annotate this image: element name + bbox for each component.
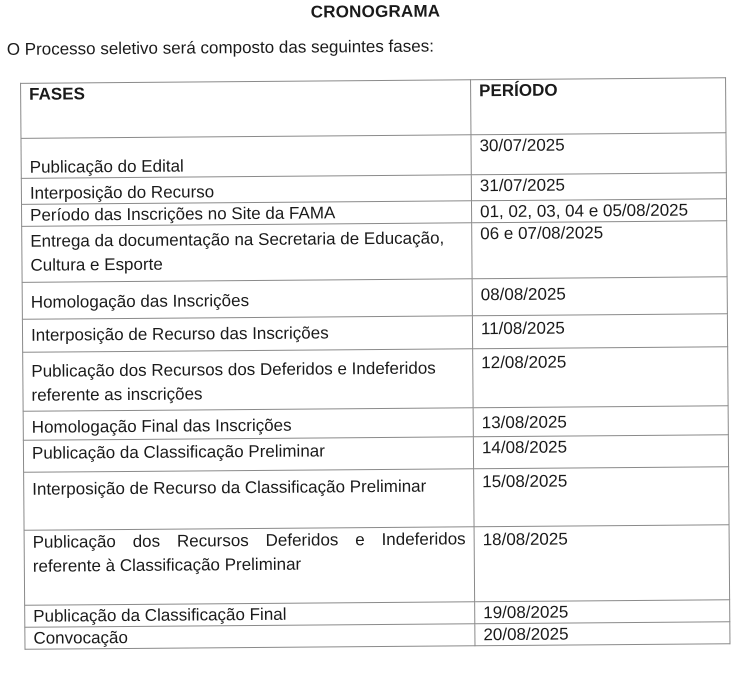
periodo-cell: 20/08/2025 (475, 622, 730, 646)
periodo-cell: 06 e 07/08/2025 (472, 221, 727, 279)
table-header-row (21, 78, 726, 139)
periodo-cell: 19/08/2025 (475, 600, 730, 624)
fase-cell: Homologação das Inscrições (22, 279, 472, 320)
intro-text: O Processo seletivo será composto das seguintes fases: (6, 36, 434, 59)
header-periodo: PERÍODO (471, 78, 726, 135)
periodo-cell: 08/08/2025 (472, 277, 727, 316)
fase-cell: Publicação dos Recursos dos Deferidos e Indeferidos referente as inscrições (23, 349, 473, 412)
page-title: CRONOGRAMA (310, 1, 441, 22)
periodo-cell: 30/07/2025 (471, 133, 726, 175)
periodo-cell: 31/07/2025 (471, 173, 726, 201)
header-fases: FASES (21, 80, 471, 139)
fase-cell: Publicação da Classificação Preliminar (23, 437, 473, 473)
fase-cell: Entrega da documentação na Secretaria de Educação, Cultura e Esporte (22, 223, 472, 283)
periodo-cell: 13/08/2025 (473, 406, 728, 437)
table-row (24, 525, 730, 606)
periodo-cell: 01, 02, 03, 04 e 05/08/2025 (471, 199, 726, 223)
fase-cell: Interposição de Recurso das Inscrições (22, 316, 472, 353)
periodo-cell: 11/08/2025 (472, 314, 727, 349)
fase-cell: Interposição de Recurso da Classificação Preliminar (24, 469, 474, 531)
table-row (23, 347, 728, 412)
fase-cell: Período das Inscrições no Site da FAMA (22, 201, 472, 227)
fase-cell: Convocação (25, 624, 475, 650)
table-row (21, 133, 726, 179)
schedule-table (20, 77, 730, 650)
fase-cell: Homologação Final das Inscrições (23, 408, 473, 441)
periodo-cell: 18/08/2025 (474, 525, 730, 602)
fase-cell: Interposição do Recurso (21, 175, 471, 205)
table-row (24, 467, 729, 531)
periodo-cell: 14/08/2025 (473, 435, 728, 469)
fase-cell: Publicação dos Recursos Deferidos e Indeferidos referente à Classificação Preliminar (24, 527, 475, 606)
fase-cell: Publicação do Edital (21, 135, 471, 179)
table-row (22, 314, 727, 353)
table-row (22, 221, 727, 283)
periodo-cell: 12/08/2025 (473, 347, 728, 408)
fase-cell: Publicação da Classificação Final (25, 602, 475, 628)
table-row (22, 277, 727, 320)
periodo-cell: 15/08/2025 (474, 467, 729, 527)
